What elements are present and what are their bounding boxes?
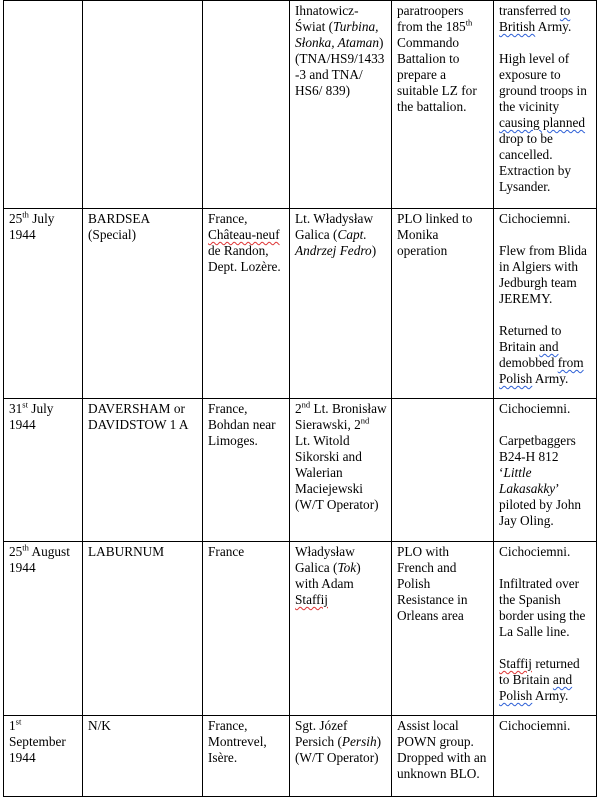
personnel-cell <box>290 209 392 399</box>
location-text: de Randon, Dept. Lozère. <box>208 243 281 274</box>
note-paragraph <box>499 433 592 529</box>
operation-cell: LABURNUM <box>83 542 203 716</box>
date-text: 25 <box>9 544 23 559</box>
table-row <box>4 209 597 399</box>
role-text: paratroopers from the 185 <box>397 3 466 34</box>
role-cell: PLO with French and Polish Resistance in Orleans area <box>392 542 494 716</box>
spelling-flag: Staffij <box>499 656 532 671</box>
notes-cell <box>494 716 597 797</box>
operation-cell: DAVERSHAM or DAVIDSTOW 1 A <box>83 399 203 542</box>
note-paragraph <box>499 323 592 387</box>
role-cell: Assist local POWN group. Dropped with an unknown BLO. <box>392 716 494 797</box>
note-text: Returned to Britain <box>499 323 562 354</box>
note-text: demobbed <box>499 355 558 370</box>
notes-cell <box>494 209 597 399</box>
operation-cell <box>83 1 203 209</box>
note-text: transferred <box>499 3 560 18</box>
location-cell: France <box>203 542 290 716</box>
personnel-text: Lt. Bronisław Sierawski, 2 <box>295 401 387 432</box>
date-text: August 1944 <box>9 544 70 575</box>
date-cell <box>4 209 83 399</box>
personnel-text: 2 <box>295 401 302 416</box>
note-text: ’ piloted by John Jay Oling. <box>499 481 581 528</box>
role-cell: PLO linked to Monika operation <box>392 209 494 399</box>
table-row <box>4 1 597 209</box>
personnel-text: Władysław Galica ( <box>295 544 355 575</box>
location-cell <box>203 1 290 209</box>
note-paragraph: Cichociemni. <box>499 211 571 226</box>
personnel-cell <box>290 542 392 716</box>
aircraft-name: Little Lakasakky <box>499 465 556 496</box>
date-text: 25 <box>9 211 23 226</box>
note-paragraph: Cichociemni. <box>499 401 571 416</box>
personnel-text: ) <box>371 243 377 258</box>
date-cell <box>4 399 83 542</box>
note-text: Army. <box>535 19 572 34</box>
operation-cell: BARDSEA (Special) <box>83 209 203 399</box>
personnel-text: ) (W/T Operator) <box>295 734 382 765</box>
personnel-text: Lt. Władysław Galica ( <box>295 211 374 242</box>
role-cell <box>392 1 494 209</box>
personnel-text: Sgt. Józef Persich ( <box>295 718 348 749</box>
table-row <box>4 542 597 716</box>
note-text: Army. <box>532 371 569 386</box>
grammar-flag: causing planned <box>499 115 586 130</box>
ordinal-suffix: st <box>22 399 28 410</box>
spelling-flag: Château-neuf <box>208 227 280 242</box>
spelling-flag: Staffij <box>295 592 328 607</box>
note-paragraph: Infiltrated over the Spanish border using the La Salle line. <box>499 576 586 639</box>
ordinal-suffix: th <box>22 209 29 220</box>
table-row <box>4 716 597 797</box>
grammar-flag: and Polish <box>499 672 573 703</box>
date-text: 31 <box>9 401 23 416</box>
ordinal-suffix: st <box>15 716 22 727</box>
grammar-flag: to British <box>499 3 571 34</box>
note-paragraph: Flew from Blida in Algiers with Jedburgh team JEREMY. <box>499 243 587 306</box>
date-text: September 1944 <box>9 734 66 765</box>
personnel-cell <box>290 399 392 542</box>
date-text: July 1944 <box>9 401 54 432</box>
date-text: 1 <box>9 718 16 733</box>
note-paragraph <box>499 51 592 195</box>
grammar-flag: from Polish <box>499 355 584 386</box>
date-cell <box>4 716 83 797</box>
operations-table <box>3 0 597 797</box>
personnel-text: Lt. Witold Sikorski and Walerian Maciejewski (W/T Operator) <box>295 433 379 512</box>
note-text: High level of exposure to ground troops in the vicinity <box>499 51 587 114</box>
note-text: Carpetbaggers B24-H 812 ‘ <box>499 433 576 480</box>
note-paragraph: Cichociemni. <box>499 718 571 733</box>
ordinal-suffix: nd <box>360 415 370 426</box>
location-text: France, <box>208 211 248 226</box>
note-paragraph <box>499 3 592 35</box>
notes-cell <box>494 1 597 209</box>
ordinal-suffix: th <box>22 542 29 553</box>
note-paragraph: Cichociemni. <box>499 544 571 559</box>
codenames: Turbina, Słonka, Ataman <box>295 19 379 50</box>
date-cell <box>4 542 83 716</box>
date-text: July 1944 <box>9 211 55 242</box>
codenames: Persih <box>341 734 377 749</box>
codenames: Capt. Andrzej Fedro <box>295 227 372 258</box>
ordinal-suffix: nd <box>301 399 311 410</box>
location-cell <box>203 209 290 399</box>
operation-cell: N/K <box>83 716 203 797</box>
ordinal-suffix: th <box>465 17 473 28</box>
note-paragraph <box>499 656 592 704</box>
grammar-flag: and <box>539 339 559 354</box>
personnel-text: ) with Adam <box>295 560 361 591</box>
personnel-cell <box>290 716 392 797</box>
note-text: Army. <box>532 688 569 703</box>
table-row <box>4 399 597 542</box>
note-text: drop to be cancelled. Extraction by Lysander. <box>499 131 572 194</box>
personnel-text: Ihnatowicz-Świat ( <box>295 3 359 34</box>
location-cell: France, Montrevel, Isère. <box>203 716 290 797</box>
personnel-cell <box>290 1 392 209</box>
notes-cell <box>494 542 597 716</box>
codenames: Tok <box>337 560 357 575</box>
location-cell: France, Bohdan near Limoges. <box>203 399 290 542</box>
role-cell <box>392 399 494 542</box>
role-text: Commando Battalion to prepare a suitable LZ for the battalion. <box>397 35 477 114</box>
note-text: returned to Britain <box>499 656 580 687</box>
date-cell <box>4 1 83 209</box>
personnel-text: ) (TNA/HS9/1433-3 and TNA/ HS6/ 839) <box>295 35 385 98</box>
notes-cell <box>494 399 597 542</box>
